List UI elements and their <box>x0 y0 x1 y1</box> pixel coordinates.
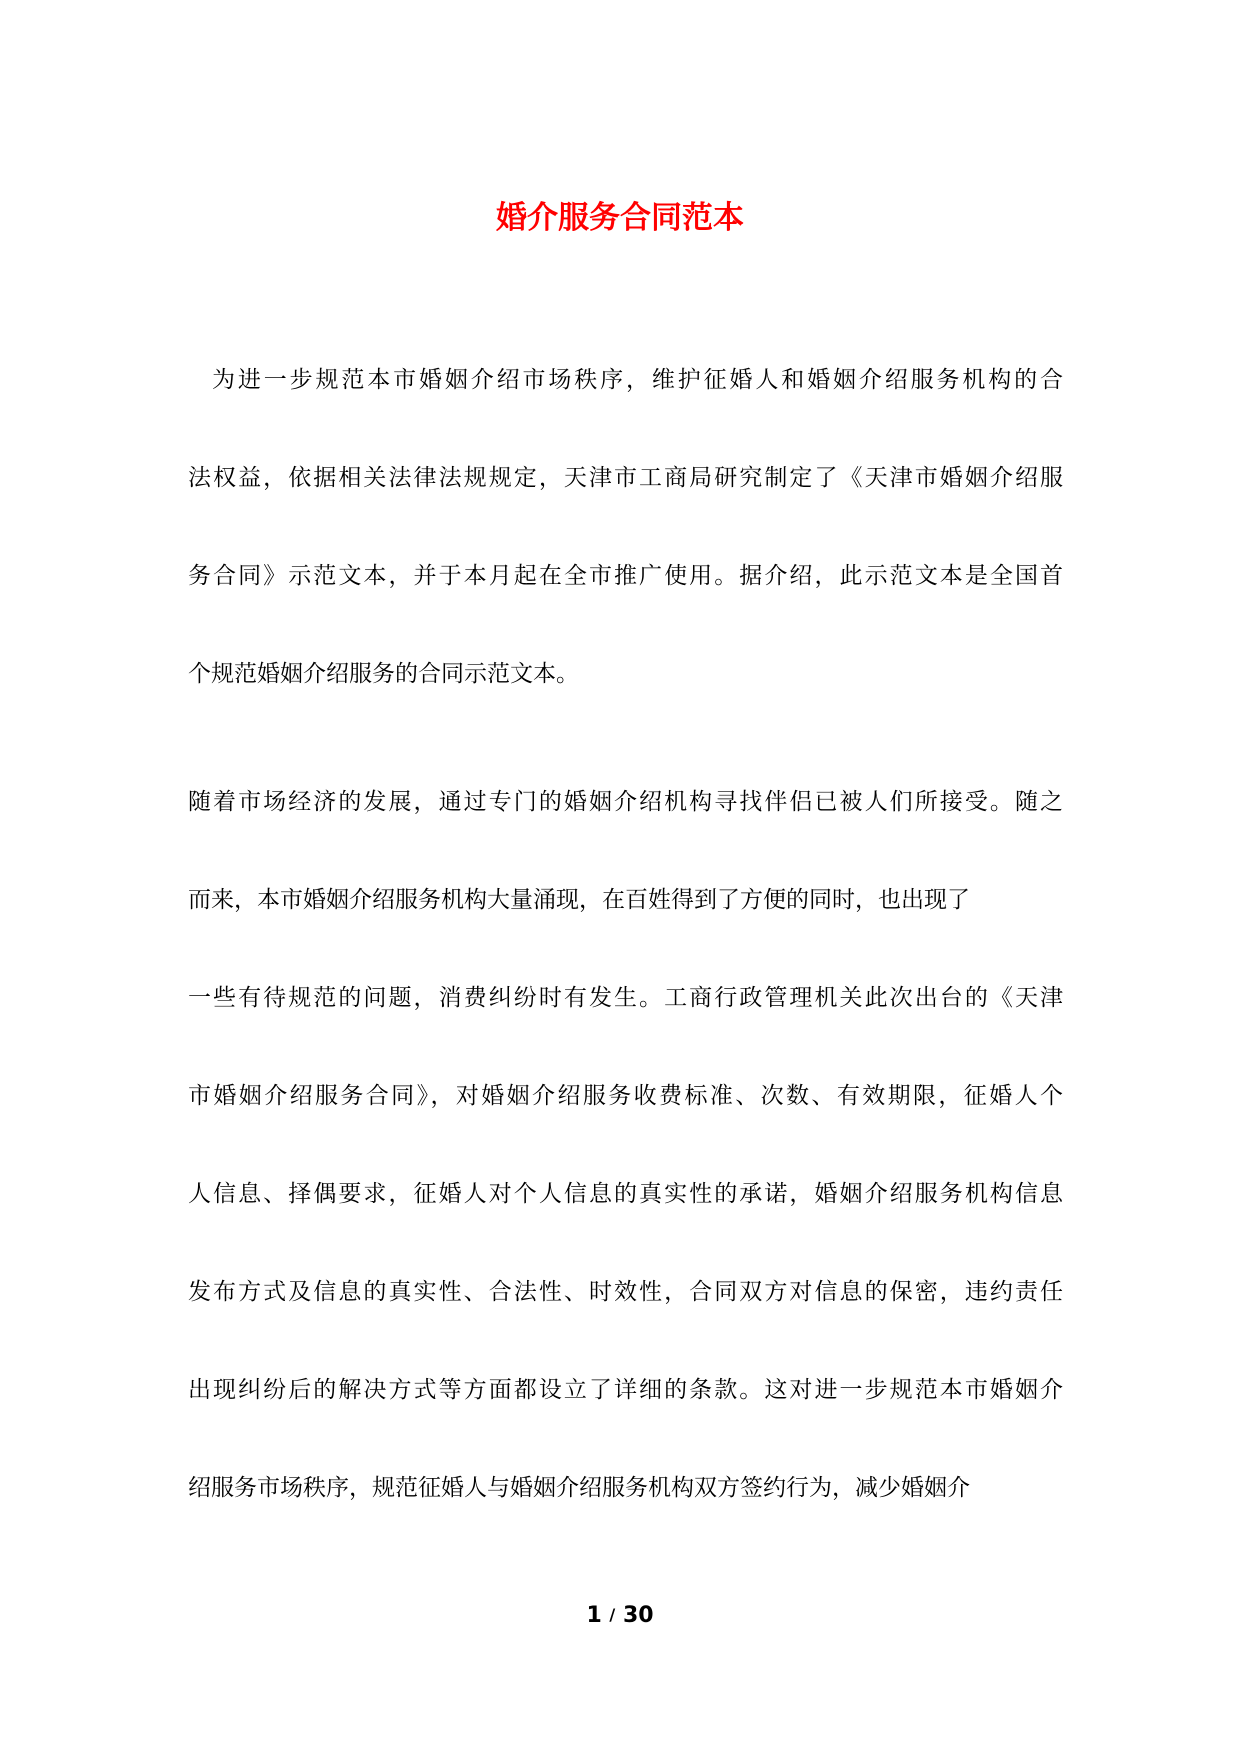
paragraph-line: 随着市场经济的发展，通过专门的婚姻介绍机构寻找伴侣已被人们所接受。随之 <box>188 789 1063 815</box>
paragraph-line: 绍服务市场秩序，规范征婚人与婚姻介绍服务机构双方签约行为，减少婚姻介 <box>188 1475 970 1501</box>
page-total: 30 <box>622 1603 654 1628</box>
paragraph-line: 出现纠纷后的解决方式等方面都设立了详细的条款。这对进一步规范本市婚姻介 <box>188 1377 1063 1403</box>
paragraph-line: 市婚姻介绍服务合同》，对婚姻介绍服务收费标准、次数、有效期限，征婚人个 <box>188 1083 1063 1109</box>
paragraph-line: 务合同》示范文本，并于本月起在全市推广使用。据介绍，此示范文本是全国首 <box>188 563 1063 589</box>
page-current: 1 <box>586 1603 602 1628</box>
page-number <box>0 1600 1240 1631</box>
paragraph-line: 而来，本市婚姻介绍服务机构大量涌现，在百姓得到了方便的同时，也出现了 <box>188 887 970 913</box>
paragraph-line: 个规范婚姻介绍服务的合同示范文本。 <box>188 661 579 687</box>
paragraph-line: 发布方式及信息的真实性、合法性、时效性，合同双方对信息的保密，违约责任 <box>188 1279 1063 1305</box>
document-title: 婚介服务合同范本 <box>496 200 744 236</box>
paragraph-line: 一些有待规范的问题，消费纠纷时有发生。工商行政管理机关此次出台的《天津 <box>188 985 1063 1011</box>
page-separator: / <box>609 1605 616 1624</box>
paragraph-line: 为进一步规范本市婚姻介绍市场秩序，维护征婚人和婚姻介绍服务机构的合 <box>212 367 1063 393</box>
paragraph-line: 法权益，依据相关法律法规规定，天津市工商局研究制定了《天津市婚姻介绍服 <box>188 465 1063 491</box>
paragraph-line: 人信息、择偶要求，征婚人对个人信息的真实性的承诺，婚姻介绍服务机构信息 <box>188 1181 1063 1207</box>
